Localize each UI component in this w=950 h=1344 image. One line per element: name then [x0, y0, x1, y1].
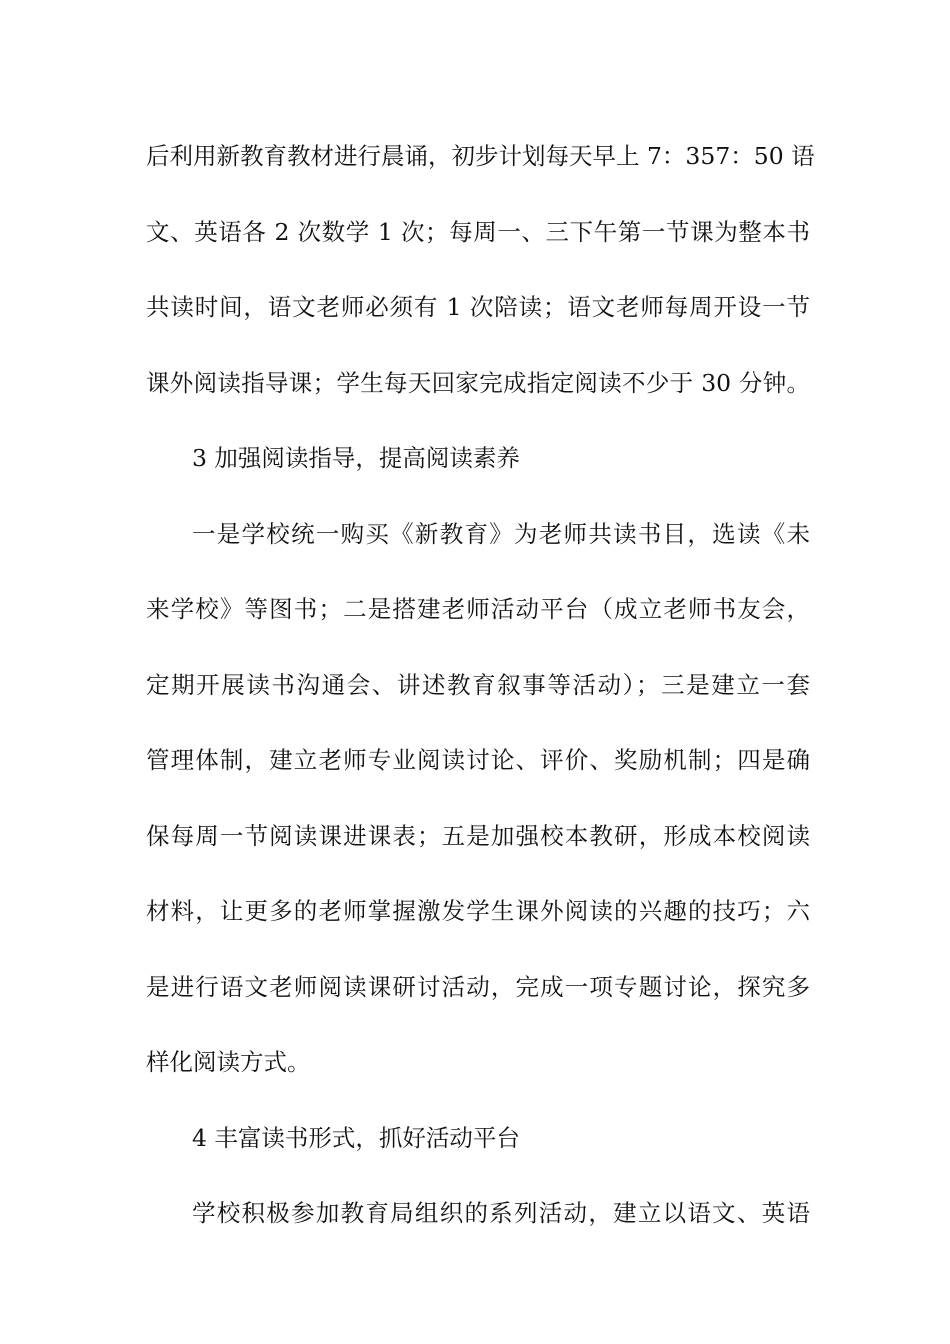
text-line: 课外阅读指导课；学生每天回家完成指定阅读不少于 30 分钟。 [146, 368, 810, 397]
body-text [146, 132, 815, 1265]
text-line: 材料，让更多的老师掌握激发学生课外阅读的兴趣的技巧；六 [146, 897, 810, 925]
text-line: 共读时间，语文老师必须有 1 次陪读；语文老师每周开设一节 [146, 293, 810, 321]
text-line: 后利用新教育教材进行晨诵，初步计划每天早上 7：357：50 语 [146, 142, 815, 170]
text-line: 来学校》等图书；二是搭建老师活动平台（成立老师书友会， [146, 595, 810, 623]
text-line: 学校积极参加教育局组织的系列活动，建立以语文、英语 [192, 1199, 810, 1227]
text-line: 管理体制，建立老师专业阅读讨论、评价、奖励机制；四是确 [146, 746, 810, 774]
text-line: 一是学校统一购买《新教育》为老师共读书目，选读《未 [192, 519, 810, 548]
text-line: 是进行语文老师阅读课研讨活动，完成一项专题讨论，探究多 [146, 972, 810, 1001]
text-line: 定期开展读书沟通会、讲述教育叙事等活动）；三是建立一套 [146, 670, 810, 699]
text-line: 保每周一节阅读课进课表；五是加强校本教研，形成本校阅读 [146, 821, 810, 850]
text-line: 样化阅读方式。 [146, 1048, 311, 1076]
section-heading: 3 加强阅读指导，提高阅读素养 [192, 444, 520, 472]
text-line: 文、英语各 2 次数学 1 次；每周一、三下午第一节课为整本书 [146, 217, 810, 246]
section-heading: 4 丰富读书形式，抓好活动平台 [192, 1123, 520, 1152]
